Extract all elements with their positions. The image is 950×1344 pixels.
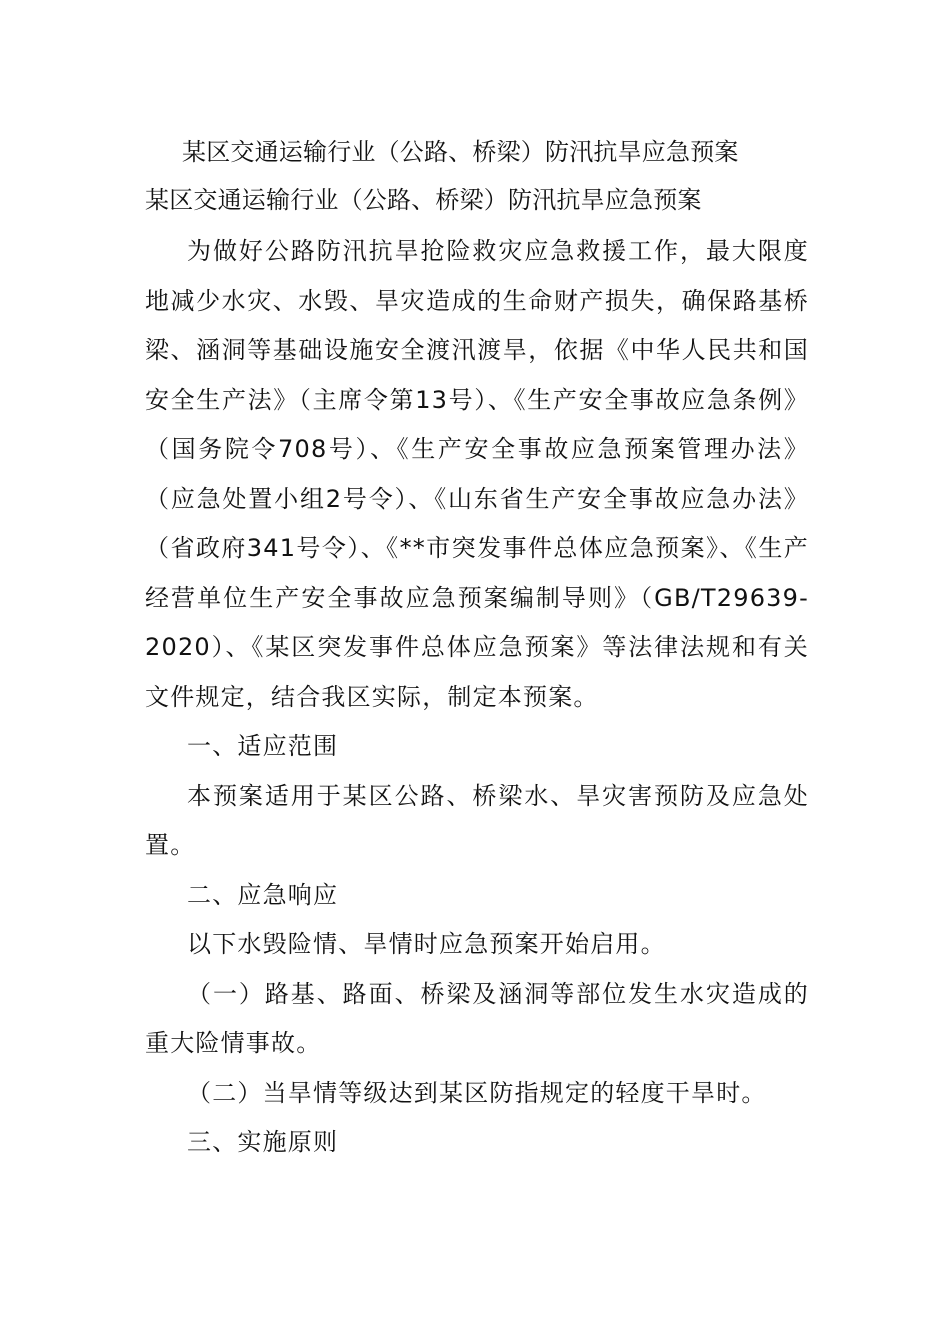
section-heading-response: 二、应急响应 — [187, 880, 339, 909]
document-body — [145, 227, 809, 1168]
paragraph-response-item-1: （一）路基、路面、桥梁及涵洞等部位发生水灾造成的重大险情事故。 — [145, 979, 809, 1057]
document-title: 某区交通运输行业（公路、桥梁）防汛抗旱应急预案 — [182, 138, 739, 166]
document-subtitle: 某区交通运输行业（公路、桥梁）防汛抗旱应急预案 — [145, 186, 702, 214]
paragraph-intro: 为做好公路防汛抗旱抢险救灾应急救援工作，最大限度地减少水灾、水毁、旱灾造成的生命财产损失，确保路基桥梁、涵洞等基础设施安全渡汛渡旱，依据《中华人民共和国安全生产法》（主席令第13号）、《生产安全事故应急条例》（国务院令708号）、《生产安全事故应急预案管理办法》（应急处置小组2号令）、《山东省生产安全事故应急办法》（省政府341号令）、《**市突发事件总体应急预案》、《生产经营单位生产安全事故应急预案编制导则》（GB/T29639-2020）、《某区突发事件总体应急预案》等法律法规和有关文件规定，结合我区实际，制定本预案。 — [145, 237, 809, 711]
paragraph-response-item-2: （二）当旱情等级达到某区防指规定的轻度干旱时。 — [187, 1078, 767, 1107]
paragraph-scope: 本预案适用于某区公路、桥梁水、旱灾害预防及应急处置。 — [145, 781, 809, 859]
section-heading-scope: 一、适应范围 — [187, 732, 339, 760]
paragraph-response: 以下水毁险情、旱情时应急预案开始启用。 — [187, 930, 666, 958]
section-heading-principles: 三、实施原则 — [187, 1128, 339, 1156]
